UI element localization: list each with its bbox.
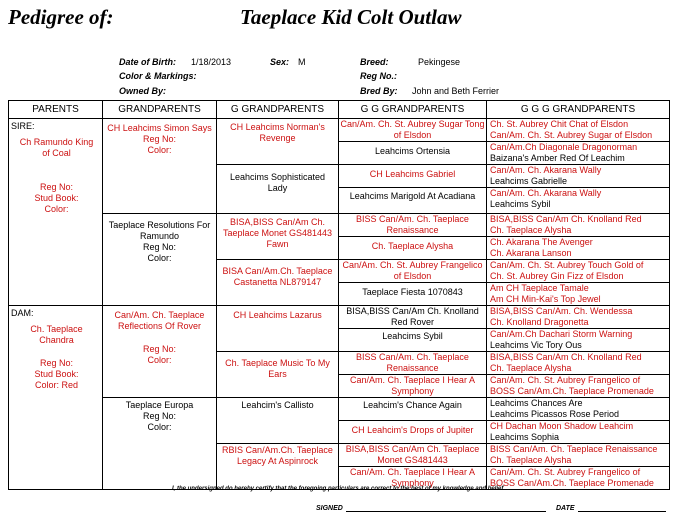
signed-label: SIGNED <box>316 505 343 512</box>
gggp-8-cell <box>339 283 487 306</box>
owned-by-label: Owned By: <box>119 86 167 96</box>
gggp-16-name: Can/Am. Ch. Taeplace I Hear A Symphony <box>350 467 475 488</box>
gp-4-color: Color: <box>147 422 172 432</box>
gggp-2-cell <box>339 142 487 165</box>
gggp-13-name: Leahcim's Chance Again <box>363 400 462 410</box>
gp-4-name: Taeplace Europa <box>125 400 194 410</box>
dog-name-title: Taeplace Kid Colt Outlaw <box>240 5 462 29</box>
g4p-7-name: Can/Am. Ch. Akarana Wally <box>490 188 602 198</box>
certification-text: I, the undersigned do hereby certify that the foregoing particulars are correct to the best of my knowledge and belief. <box>171 486 506 492</box>
g4p-26-name: Leahcims Picassos Rose Period <box>490 409 620 419</box>
gggp-4-cell <box>339 188 487 214</box>
gggp-14-name: CH Leahcim's Drops of Jupiter <box>351 425 474 435</box>
g4p-11-name: Ch. Akarana The Avenger <box>490 237 593 247</box>
gp-3-name: Can/Am. Ch. Taeplace Reflections Of Rover <box>114 310 205 331</box>
g4p-4-cell <box>487 188 670 214</box>
g4p-14-cell <box>487 421 670 444</box>
g4p-4-name: Baizana's Amber Red Of Leachim <box>490 153 625 163</box>
g4p-16-name: Am CH Min-Kai's Top Jewel <box>490 294 601 304</box>
sire-cell <box>9 119 103 306</box>
gggp-12-cell <box>339 375 487 398</box>
gggp-9-cell <box>339 306 487 329</box>
signature-line[interactable] <box>346 511 546 512</box>
gp-1-color: Color: <box>147 145 172 155</box>
g4p-9-cell <box>487 306 670 329</box>
g4p-3-name: Can/Am.Ch Diagonale Dragonorman <box>490 142 638 152</box>
g4p-31-name: Can/Am. Ch. St. Aubrey Frangelico of <box>490 467 641 477</box>
gggp-6-cell <box>339 237 487 260</box>
sire-reg: Reg No: <box>39 182 74 192</box>
gggp-11-cell <box>339 352 487 375</box>
gp-3-color: Color: <box>147 355 172 365</box>
ggp-2-name: Leahcims Sophisticated Lady <box>229 172 326 193</box>
g4p-12-name: Ch. Akarana Lanson <box>490 248 572 258</box>
gggp-15-name: BISA,BISS Can/Am Ch. Taeplace Monet GS481443 <box>345 444 480 465</box>
g4p-13-cell <box>487 398 670 421</box>
gggp-9-name: BISA,BISS Can/Am Ch. Knolland Red Rover <box>346 306 479 327</box>
gggp-15-cell <box>339 444 487 467</box>
ggp-8-cell <box>217 444 339 490</box>
gggp-3-cell <box>339 165 487 188</box>
g4p-6-cell <box>487 237 670 260</box>
g4p-3-cell <box>487 165 670 188</box>
g4p-1-cell <box>487 119 670 142</box>
dam-cell <box>9 306 103 490</box>
g4p-2-name: Can/Am. Ch. St. Aubrey Sugar of Elsdon <box>490 130 653 140</box>
g4p-20-name: Leahcims Vic Tory Ous <box>490 340 582 350</box>
ggp-4-cell <box>217 260 339 306</box>
gggp-4-name: Leahcims Marigold At Acadiana <box>349 191 476 201</box>
ggp-1-cell <box>217 119 339 165</box>
dam-reg: Reg No: <box>39 358 74 368</box>
g4p-27-name: CH Dachan Moon Shadow Leahcim <box>490 421 634 431</box>
sire-label: SIRE: <box>11 121 35 131</box>
ggp-5-name: CH Leahcims Lazarus <box>233 310 322 320</box>
breed-value: Pekingese <box>418 57 461 67</box>
gp-4-reg: Reg No: <box>142 411 177 421</box>
g4p-5-cell <box>487 214 670 237</box>
g4p-28-name: Leahcims Sophia <box>490 432 560 442</box>
gggp-13-cell <box>339 398 487 421</box>
g4p-7-cell <box>487 260 670 283</box>
sire-stud: Stud Book: <box>34 193 79 203</box>
ggp-6-cell <box>217 352 339 398</box>
g4p-21-name: BISA,BISS Can/Am Ch. Knolland Red <box>490 352 642 362</box>
g4p-23-name: Can/Am. Ch. St. Aubrey Frangelico of <box>490 375 641 385</box>
g4p-10-cell <box>487 329 670 352</box>
ggp-6-name: Ch. Taeplace Music To My Ears <box>225 358 330 379</box>
ggp-7-name: Leahcim's Callisto <box>241 400 314 410</box>
pedigree-label: Pedigree of: <box>8 5 114 29</box>
gggp-2-name: Leahcims Ortensia <box>374 146 451 156</box>
g4p-24-name: BOSS Can/Am.Ch. Taeplace Promenade <box>490 386 654 396</box>
gggp-5-name: BISS Can/Am. Ch. Taeplace Renaissance <box>356 214 469 235</box>
g4p-1-name: Ch. St. Aubrey Chit Chat of Elsdon <box>490 119 629 129</box>
gp-2-name: Taeplace Resolutions For Ramundo <box>108 220 211 241</box>
bred-by-value: John and Beth Ferrier <box>412 86 500 96</box>
g4p-17-name: BISA,BISS Can/Am. Ch. Wendessa <box>490 306 633 316</box>
header-row <box>9 101 670 119</box>
ggp-1-name: CH Leahcims Norman's Revenge <box>230 122 325 143</box>
col-g-grandparents: G GRANDPARENTS <box>217 101 339 119</box>
gggp-3-name: CH Leahcims Gabriel <box>369 169 456 179</box>
dam-color: Color: Red <box>34 380 79 390</box>
ggp-3-name: BISA,BISS Can/Am Ch. Taeplace Monet GS481443 Fawn <box>222 217 333 249</box>
g4p-13-name: Can/Am. Ch. St. Aubrey Touch Gold of <box>490 260 644 270</box>
gggp-7-cell <box>339 260 487 283</box>
gp-4-cell <box>103 398 217 490</box>
col-gg-grandparents: G G GRANDPARENTS <box>339 101 487 119</box>
gggp-10-cell <box>339 329 487 352</box>
color-markings-label: Color & Markings: <box>119 71 197 81</box>
col-parents: PARENTS <box>9 101 103 119</box>
sex-value: M <box>298 57 306 67</box>
gp-2-cell <box>103 214 217 306</box>
dam-label: DAM: <box>11 308 34 318</box>
gggp-14-cell <box>339 421 487 444</box>
gggp-1-name: Can/Am. Ch. St. Aubrey Sugar Tong of Elsdon <box>340 119 485 140</box>
g4p-15-name: Am CH Taeplace Tamale <box>490 283 589 293</box>
ggp-5-cell <box>217 306 339 352</box>
g4p-9-name: BISA,BISS Can/Am Ch. Knolland Red <box>490 214 642 224</box>
ggp-3-cell <box>217 214 339 260</box>
g4p-29-name: BISS Can/Am. Ch. Taeplace Renaissance <box>490 444 658 454</box>
g4p-15-cell <box>487 444 670 467</box>
g4p-32-name: BOSS Can/Am.Ch. Taeplace Promenade <box>490 478 654 488</box>
gggp-11-name: BISS Can/Am. Ch. Taeplace Renaissance <box>356 352 469 373</box>
sire-color: Color: <box>44 204 69 214</box>
bred-by-label: Bred By: <box>360 86 398 96</box>
g4p-5-name: Can/Am. Ch. Akarana Wally <box>490 165 602 175</box>
gggp-6-name: Ch. Taeplace Alysha <box>371 241 454 251</box>
g4p-8-name: Leahcims Sybil <box>490 199 551 209</box>
g4p-19-name: Can/Am.Ch Dachari Storm Warning <box>490 329 633 339</box>
gp-2-color: Color: <box>147 253 172 263</box>
gp-1-cell <box>103 119 217 214</box>
sire-name: Ch Ramundo King of Coal <box>19 137 94 158</box>
gggp-7-name: Can/Am. Ch. St. Aubrey Frangelico of Elsdon <box>342 260 483 281</box>
g4p-18-name: Ch. Knolland Dragonetta <box>490 317 589 327</box>
gp-2-reg: Reg No: <box>142 242 177 252</box>
g4p-10-name: Ch. Taeplace Alysha <box>490 225 572 235</box>
gggp-5-cell <box>339 214 487 237</box>
pedigree-table <box>8 100 670 490</box>
g4p-8-cell <box>487 283 670 306</box>
breed-label: Breed: <box>360 57 389 67</box>
dob-value: 1/18/2013 <box>191 57 232 67</box>
gggp-10-name: Leahcims Sybil <box>382 331 443 341</box>
gp-3-reg: Reg No: <box>142 344 177 354</box>
ggp-4-name: BISA Can/Am.Ch. Taeplace Castanetta NL879147 <box>222 266 333 287</box>
g4p-25-name: Leahcims Chances Are <box>490 398 583 408</box>
dam-stud: Stud Book: <box>34 369 79 379</box>
gp-1-reg: Reg No: <box>142 134 177 144</box>
reg-no-label: Reg No.: <box>360 71 397 81</box>
g4p-2-cell <box>487 142 670 165</box>
gggp-8-name: Taeplace Fiesta 1070843 <box>362 287 463 297</box>
g4p-22-name: Ch. Taeplace Alysha <box>490 363 572 373</box>
gggp-12-name: Can/Am. Ch. Taeplace I Hear A Symphony <box>350 375 475 396</box>
ggp-2-cell <box>217 165 339 214</box>
col-ggg-grandparents: G G G GRANDPARENTS <box>487 101 670 119</box>
g4p-14-name: Ch. St. Aubrey Gin Fizz of Elsdon <box>490 271 624 281</box>
date-label: DATE <box>556 505 575 512</box>
sex-label: Sex: <box>270 57 290 67</box>
g4p-11-cell <box>487 352 670 375</box>
dam-name: Ch. Taeplace Chandra <box>30 324 83 345</box>
ggp-8-name: RBIS Can/Am.Ch. Taeplace Legacy At Aspinrock <box>222 445 333 466</box>
g4p-6-name: Leahcims Gabrielle <box>490 176 568 186</box>
g4p-12-cell <box>487 375 670 398</box>
dob-label: Date of Birth: <box>119 57 176 67</box>
gp-1-name: CH Leahcims Simon Says <box>107 123 212 133</box>
ggp-7-cell <box>217 398 339 444</box>
g4p-30-name: Ch. Taeplace Alysha <box>490 455 572 465</box>
gp-3-cell <box>103 306 217 398</box>
gggp-1-cell <box>339 119 487 142</box>
col-grandparents: GRANDPARENTS <box>103 101 217 119</box>
date-line[interactable] <box>578 511 666 512</box>
